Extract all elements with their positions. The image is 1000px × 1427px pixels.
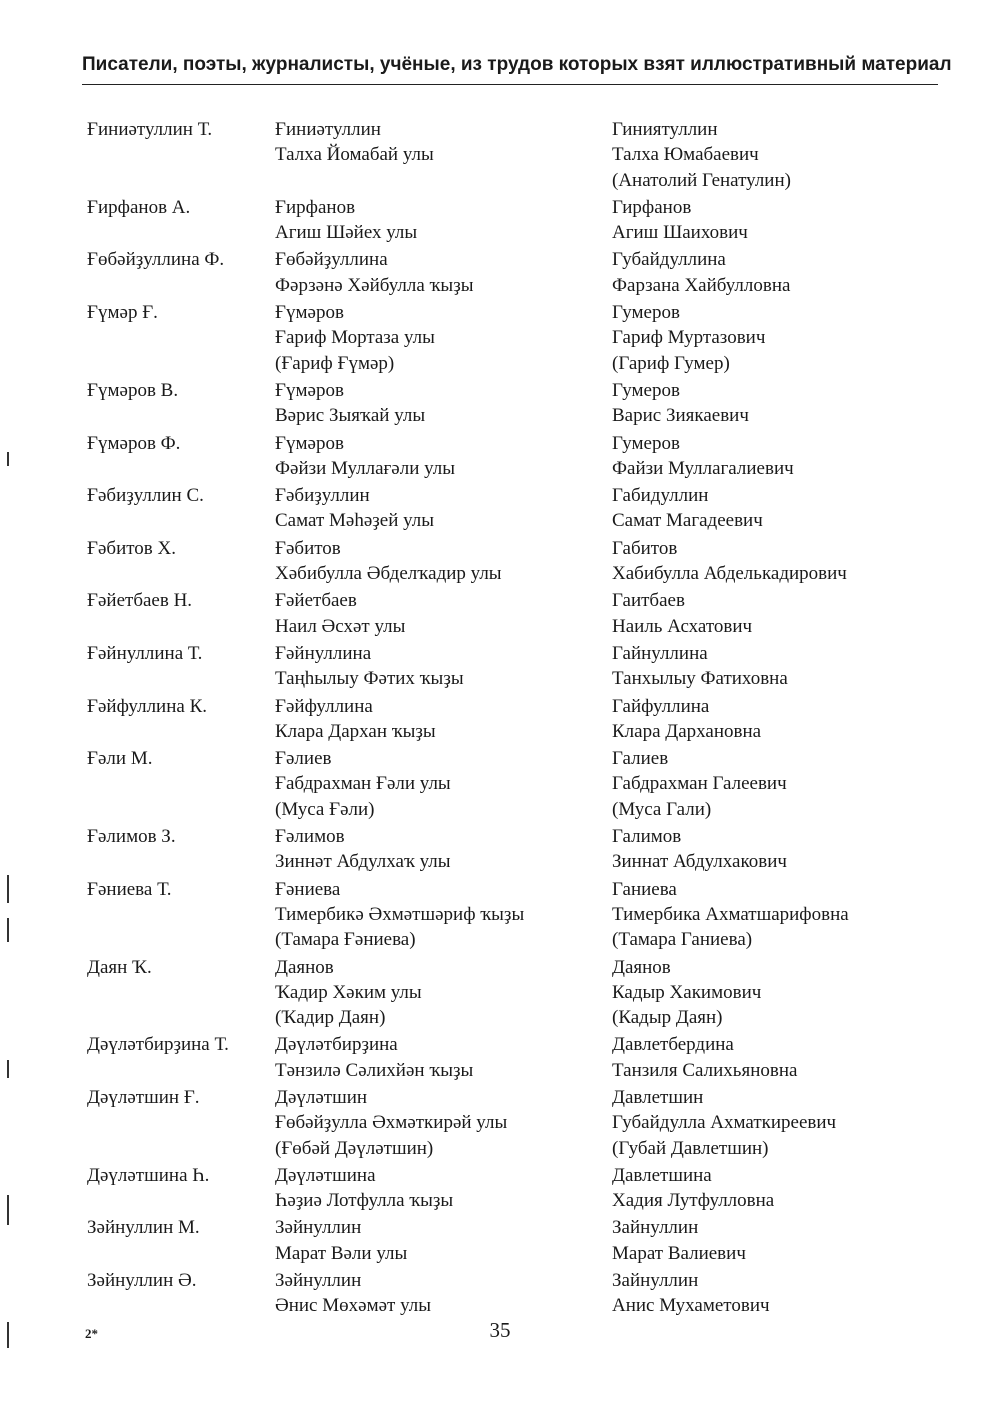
bashkir-name-line: (Ғөбәй Дәүләтшин) — [275, 1137, 434, 1159]
bashkir-name-line: Ғәлимов — [275, 826, 345, 848]
entry-row — [0, 300, 1000, 376]
bashkir-name-line: Ғәбиҙуллин — [275, 485, 370, 507]
russian-name-line: Гайнуллина — [612, 642, 708, 664]
entry-russian-name — [612, 588, 752, 639]
page-title: Писатели, поэты, журналисты, учёные, из трудов которых взят иллюстративный материал — [82, 54, 952, 75]
russian-name-line: (Анатолий Генатулин) — [612, 169, 791, 191]
russian-name-line: Варис Зиякаевич — [612, 405, 749, 427]
russian-name-line: (Муса Гали) — [612, 798, 712, 820]
entry-short-name — [87, 195, 190, 220]
russian-name-line: (Губай Давлетшин) — [612, 1137, 769, 1159]
entry-row — [0, 824, 1000, 875]
entry-russian-name — [612, 746, 787, 822]
entry-short-name — [87, 247, 224, 272]
russian-name-line: Гирфанов — [612, 196, 692, 218]
entry-bashkir-name — [275, 483, 434, 534]
signature-mark: 2* — [85, 1326, 98, 1341]
russian-name-line: Клара Дархановна — [612, 720, 762, 742]
entry-bashkir-name — [275, 588, 405, 639]
scan-mark — [7, 1195, 9, 1225]
short-name-text: Зәйнуллин Ә. — [87, 1270, 197, 1292]
bashkir-name-line: Һәҙиә Лотфулла ҡыҙы — [275, 1190, 454, 1212]
short-name-text: Ғәлимов З. — [87, 826, 176, 848]
bashkir-name-line: Ғүмәров — [275, 432, 344, 454]
scan-mark — [7, 1060, 9, 1078]
entry-russian-name — [612, 1215, 746, 1266]
entry-short-name — [87, 877, 172, 902]
bashkir-name-line: Зәйнуллин — [275, 1270, 362, 1292]
short-name-text: Даян Ҡ. — [87, 956, 152, 978]
russian-name-line: Зиннат Абдулхакович — [612, 851, 787, 873]
entry-russian-name — [612, 483, 763, 534]
entry-short-name — [87, 1215, 200, 1240]
entry-short-name — [87, 300, 158, 325]
entry-russian-name — [612, 824, 787, 875]
bashkir-name-line: Наил Әсхәт улы — [275, 615, 406, 637]
entry-bashkir-name — [275, 877, 524, 953]
entry-bashkir-name — [275, 746, 451, 822]
entry-russian-name — [612, 431, 794, 482]
entry-short-name — [87, 536, 176, 561]
short-name-text: Ғүмәр Ғ. — [87, 302, 158, 324]
russian-name-line: Файзи Муллагалиевич — [612, 457, 794, 479]
short-name-text: Дәүләтшина Һ. — [87, 1164, 210, 1186]
russian-name-line: Губайдулла Ахматкиреевич — [612, 1112, 837, 1134]
short-name-text: Ғәйфуллина К. — [87, 695, 207, 717]
short-name-text: Ғүмәров Ф. — [87, 432, 181, 454]
entry-bashkir-name — [275, 1268, 431, 1319]
russian-name-line: (Гариф Гумер) — [612, 352, 730, 374]
entry-russian-name — [612, 877, 849, 953]
entry-russian-name — [612, 694, 761, 745]
russian-name-line: Кадыр Хакимович — [612, 981, 762, 1003]
bashkir-name-line: Әнис Мөхәмәт улы — [275, 1295, 431, 1317]
entry-row — [0, 195, 1000, 246]
bashkir-name-line: (Ҡадир Даян) — [275, 1007, 386, 1029]
bashkir-name-line: Фәйзи Муллағәли улы — [275, 457, 456, 479]
russian-name-line: Габдрахман Галеевич — [612, 773, 787, 795]
bashkir-name-line: (Тамара Ғәниева) — [275, 929, 416, 951]
entry-row — [0, 378, 1000, 429]
scan-mark — [7, 918, 9, 942]
scan-mark — [7, 875, 9, 903]
entry-row — [0, 483, 1000, 534]
bashkir-name-line: Ҡадир Хәким улы — [275, 981, 422, 1003]
entry-row — [0, 694, 1000, 745]
bashkir-name-line: Ғирфанов — [275, 196, 356, 218]
bashkir-name-line: Ғәйфуллина — [275, 695, 373, 717]
bashkir-name-line: Ғабдрахман Ғәли улы — [275, 773, 451, 795]
entry-short-name — [87, 824, 176, 849]
entry-bashkir-name — [275, 378, 425, 429]
entry-bashkir-name — [275, 694, 436, 745]
russian-name-line: Хадия Лутфулловна — [612, 1190, 775, 1212]
entry-row — [0, 1032, 1000, 1083]
entry-row — [0, 955, 1000, 1031]
russian-name-line: Гайфуллина — [612, 695, 710, 717]
entry-short-name — [87, 694, 207, 719]
entry-bashkir-name — [275, 641, 464, 692]
bashkir-name-line: Марат Вәли улы — [275, 1242, 408, 1264]
entry-short-name — [87, 588, 192, 613]
entry-short-name — [87, 117, 212, 142]
russian-name-line: Наиль Асхатович — [612, 615, 753, 637]
bashkir-name-line: Самат Мәһәҙей улы — [275, 510, 435, 532]
russian-name-line: Танхылыу Фатиховна — [612, 668, 788, 690]
russian-name-line: Губайдуллина — [612, 249, 726, 271]
bashkir-name-line: Ғариф Мортаза улы — [275, 327, 435, 349]
entry-russian-name — [612, 1268, 770, 1319]
entry-row — [0, 247, 1000, 298]
bashkir-name-line: Тәнзилә Сәлихйән ҡыҙы — [275, 1059, 474, 1081]
entry-bashkir-name — [275, 431, 455, 482]
title-rule — [82, 84, 938, 85]
short-name-text: Ғүмәров В. — [87, 379, 179, 401]
entry-row — [0, 746, 1000, 822]
bashkir-name-line: Талха Йомабай улы — [275, 144, 434, 166]
entry-bashkir-name — [275, 195, 417, 246]
russian-name-line: Танзиля Салихьяновна — [612, 1059, 798, 1081]
short-name-text: Ғөбәйҙуллина Ф. — [87, 249, 225, 271]
russian-name-line: Самат Магадеевич — [612, 510, 763, 532]
bashkir-name-line: (Ғариф Ғүмәр) — [275, 352, 395, 374]
entry-row — [0, 431, 1000, 482]
bashkir-name-line: Даянов — [275, 956, 334, 978]
russian-name-line: Гумеров — [612, 379, 680, 401]
entry-short-name — [87, 1085, 200, 1110]
russian-name-line: Марат Валиевич — [612, 1242, 746, 1264]
bashkir-name-line: Ғиниәтуллин — [275, 119, 381, 140]
bashkir-name-line: Дәүләтшин — [275, 1086, 368, 1108]
bashkir-name-line: Вәрис Зыяҡай улы — [275, 405, 426, 427]
entry-row — [0, 536, 1000, 587]
entry-short-name — [87, 378, 178, 403]
russian-name-line: Галиев — [612, 748, 669, 770]
bashkir-name-line: Ғәйнуллина — [275, 642, 372, 664]
bashkir-name-line: Зәйнуллин — [275, 1217, 362, 1239]
bashkir-name-line: Зиннәт Абдулхаҡ улы — [275, 851, 451, 873]
russian-name-line: (Тамара Ганиева) — [612, 929, 753, 951]
entry-row — [0, 588, 1000, 639]
russian-name-line: Тимербика Ахматшарифовна — [612, 903, 849, 925]
bashkir-name-line: Ғәниева — [275, 878, 341, 900]
short-name-text: Ғәбиҙуллин С. — [87, 485, 204, 507]
bashkir-name-line: Ғүмәров — [275, 302, 344, 324]
entry-row — [0, 877, 1000, 953]
bashkir-name-line: Таңһылыу Фәтих ҡыҙы — [275, 668, 464, 690]
entry-row — [0, 1085, 1000, 1161]
entry-russian-name — [612, 1163, 774, 1214]
short-name-text: Ғәниева Т. — [87, 878, 172, 900]
entry-bashkir-name — [275, 300, 435, 376]
russian-name-line: (Кадыр Даян) — [612, 1007, 723, 1029]
bashkir-name-line: Хәбибулла Әбделҡадир улы — [275, 563, 502, 585]
russian-name-line: Галимов — [612, 826, 682, 848]
short-name-text: Ғирфанов А. — [87, 196, 191, 218]
russian-name-line: Агиш Шаихович — [612, 222, 748, 244]
entry-bashkir-name — [275, 824, 451, 875]
short-name-text: Дәүләтбирҙина Т. — [87, 1034, 229, 1056]
entry-row — [0, 1215, 1000, 1266]
entry-row — [0, 1268, 1000, 1319]
entry-russian-name — [612, 641, 788, 692]
russian-name-line: Анис Мухаметович — [612, 1295, 770, 1317]
bashkir-name-line: Ғәлиев — [275, 748, 332, 770]
entry-bashkir-name — [275, 117, 434, 168]
entry-russian-name — [612, 247, 790, 298]
entry-russian-name — [612, 195, 748, 246]
russian-name-line: Хабибулла Абделькадирович — [612, 563, 847, 585]
entry-short-name — [87, 483, 204, 508]
short-name-text: Ғиниәтуллин Т. — [87, 119, 213, 140]
entry-short-name — [87, 1268, 196, 1293]
entry-russian-name — [612, 536, 847, 587]
entry-bashkir-name — [275, 955, 422, 1031]
russian-name-line: Давлетшина — [612, 1164, 712, 1186]
bashkir-name-line: Агиш Шәйех улы — [275, 222, 418, 244]
bashkir-name-line: Ғөбәйҙуллина — [275, 249, 388, 271]
russian-name-line: Давлетбердина — [612, 1034, 734, 1056]
entry-bashkir-name — [275, 1032, 473, 1083]
scan-mark — [7, 452, 9, 466]
russian-name-line: Габидуллин — [612, 485, 709, 507]
entry-row — [0, 117, 1000, 193]
bashkir-name-line: Дәүләтшина — [275, 1164, 376, 1186]
russian-name-line: Талха Юмабаевич — [612, 144, 759, 166]
russian-name-line: Даянов — [612, 956, 671, 978]
page-number: 35 — [489, 1318, 511, 1342]
bashkir-name-line: (Муса Ғәли) — [275, 798, 375, 820]
russian-name-line: Давлетшин — [612, 1086, 704, 1108]
entry-russian-name — [612, 117, 791, 193]
entry-bashkir-name — [275, 1163, 453, 1214]
bashkir-name-line: Клара Дархан ҡыҙы — [275, 720, 436, 742]
short-name-text: Ғәйетбаев Н. — [87, 590, 193, 612]
bashkir-name-line: Ғәбитов — [275, 537, 341, 559]
entry-short-name — [87, 1032, 229, 1057]
russian-name-line: Зайнуллин — [612, 1270, 699, 1292]
entry-row — [0, 1163, 1000, 1214]
entry-bashkir-name — [275, 536, 502, 587]
bashkir-name-line: Фәрзәнә Хәйбулла ҡыҙы — [275, 274, 474, 296]
entry-short-name — [87, 746, 152, 771]
entry-russian-name — [612, 300, 765, 376]
scan-mark — [7, 1322, 9, 1348]
bashkir-name-line: Ғәйетбаев — [275, 590, 357, 612]
entry-russian-name — [612, 378, 749, 429]
russian-name-line: Ганиева — [612, 878, 677, 900]
russian-name-line: Гиниятуллин — [612, 119, 718, 140]
entry-russian-name — [612, 1085, 836, 1161]
russian-name-line: Фарзана Хайбулловна — [612, 274, 791, 296]
entry-short-name — [87, 1163, 209, 1188]
bashkir-name-line: Дәүләтбирҙина — [275, 1034, 398, 1056]
bashkir-name-line: Ғөбәйҙулла Әхмәткирәй улы — [275, 1112, 508, 1134]
bashkir-name-line: Ғүмәров — [275, 379, 344, 401]
russian-name-line: Гумеров — [612, 432, 680, 454]
short-name-text: Ғәли М. — [87, 748, 153, 770]
entry-russian-name — [612, 955, 761, 1031]
russian-name-line: Гаитбаев — [612, 590, 685, 612]
russian-name-line: Гариф Муртазович — [612, 327, 766, 349]
russian-name-line: Габитов — [612, 537, 678, 559]
entry-short-name — [87, 431, 180, 456]
entry-short-name — [87, 955, 152, 980]
entry-short-name — [87, 641, 202, 666]
entries-list — [0, 117, 1000, 1319]
short-name-text: Зәйнуллин М. — [87, 1217, 200, 1239]
short-name-text: Ғәбитов Х. — [87, 537, 176, 559]
russian-name-line: Зайнуллин — [612, 1217, 699, 1239]
entry-bashkir-name — [275, 247, 473, 298]
entry-russian-name — [612, 1032, 797, 1083]
russian-name-line: Гумеров — [612, 302, 680, 324]
entry-bashkir-name — [275, 1215, 407, 1266]
entry-bashkir-name — [275, 1085, 507, 1161]
bashkir-name-line: Тимербикә Әхмәтшәриф ҡыҙы — [275, 903, 525, 925]
short-name-text: Ғәйнуллина Т. — [87, 642, 203, 664]
short-name-text: Дәүләтшин Ғ. — [87, 1086, 200, 1108]
entry-row — [0, 641, 1000, 692]
